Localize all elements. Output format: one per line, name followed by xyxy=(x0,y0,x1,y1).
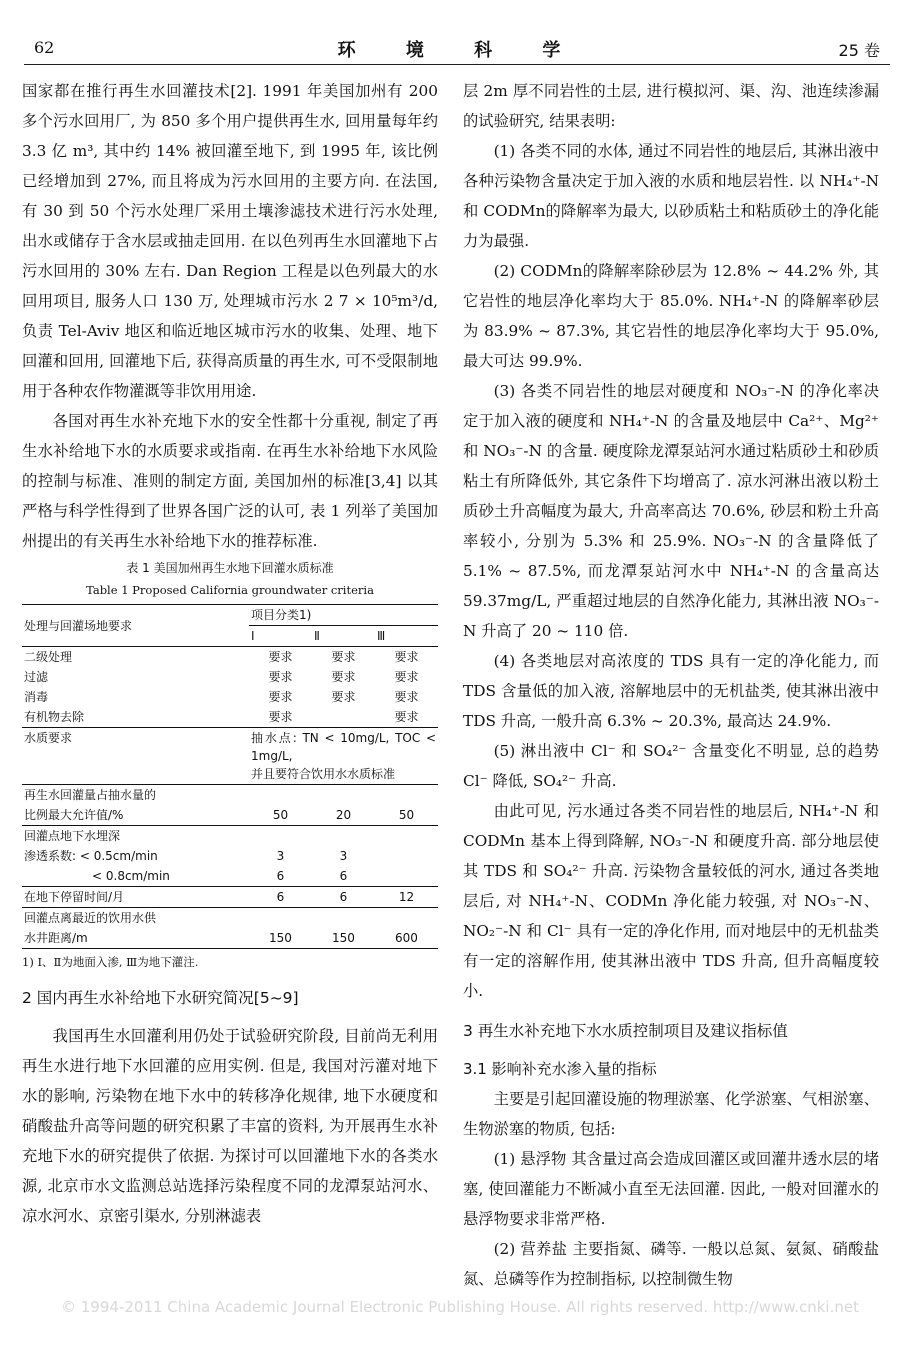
table-cell: 150 xyxy=(249,928,312,949)
volume-label: 25 卷 xyxy=(838,41,880,60)
table-row xyxy=(22,707,438,728)
table-row xyxy=(22,647,438,668)
column-group-header: 项目分类1) xyxy=(249,605,438,626)
section-heading: 3 再生水补充地下水水质控制项目及建议指标值 xyxy=(463,1022,788,1040)
copyright-watermark: © 1994-2011 China Academic Journal Electronic Publishing House. All rights reserved. http://www.cnki.net xyxy=(61,1298,859,1316)
table-header-row xyxy=(22,605,438,626)
table-row xyxy=(22,866,438,887)
result-item: (3) 各类不同岩性的地层对硬度和 NO₃⁻-N 的净化率决定于加入液的硬度和 NH₄⁺-N 的含量及地层中 Ca²⁺、Mg²⁺ 和 NO₃⁻-N 的含量. 硬度除龙潭泵站河水通过粘质砂土和砂质粘土有所降低外, 其它条件下均增高了. 凉水河淋出液以粉土质砂土升高幅度为最大, 升高率高达 70.6%, 砂层和粉土升高率较小, 分别为 5.3% 和 25.9%. NO₃⁻-N 的含量降低了 5.1% ~ 87.5%, 而龙潭泵站河水中 NH₄⁺-N 的含量高达 59.37mg/L, 严重超过地层的自然净化能力, 其淋出液 NO₃⁻-N 升高了 20 ~ 110 倍. xyxy=(463,382,879,640)
table-cell: 600 xyxy=(375,928,438,949)
table-cell: 要求 xyxy=(268,690,293,704)
row-label: 在地下停留时间/月 xyxy=(22,887,249,908)
page-number: 62 xyxy=(34,38,55,57)
section-heading: 2 国内再生水补给地下水研究简况[5~9] xyxy=(22,989,299,1007)
table-cell: 150 xyxy=(312,928,375,949)
table-footnote: 1) Ⅰ、Ⅱ为地面入渗, Ⅲ为地下灌注. xyxy=(22,955,199,969)
table-cell: 6 xyxy=(249,887,312,908)
table-caption-en: Table 1 Proposed California groundwater criteria xyxy=(86,583,374,597)
table-cell xyxy=(375,846,438,866)
table-row xyxy=(22,887,438,908)
table-cell: 3 xyxy=(276,849,285,863)
table-cell: 要求 xyxy=(268,710,293,724)
paragraph: 由此可见, 污水通过各类不同岩性的地层后, NH₄⁺-N 和 CODMn 基本上得到降解, NO₃⁻-N 和硬度升高. 部分地层使其 TDS 和 SO₄²⁻ 升高. 污染物含量较低的河水, 通过各类地层后, 对 NH₄⁺-N、CODMn 净化能力较强, 对 NO₃⁻-N、NO₂⁻-N 和 Cl⁻ 具有一定的净化作用, 而对地层中的无机盐类有一定的溶解作用, 使其淋出液中 TDS 升高, 但升高幅度较小. xyxy=(463,802,879,1000)
table-cell: 50 xyxy=(272,808,289,822)
list-item: (1) 悬浮物 其含量过高会造成回灌区或回灌井透水层的堵塞, 使回灌能力不断减小直至无法回灌. 因此, 一般对回灌水的悬浮物要求非常严格. xyxy=(463,1150,879,1228)
criteria-table xyxy=(22,604,438,949)
table-cell: 20 xyxy=(335,808,352,822)
table-cell: 要求 xyxy=(331,650,356,664)
table-row xyxy=(22,826,438,847)
table-cell: 6 xyxy=(276,869,285,883)
row-label: 再生水回灌量占抽水量的 xyxy=(22,785,249,806)
water-quality-text: 并且要符合饮用水水质标准 xyxy=(251,767,396,781)
result-item: (4) 各类地层对高浓度的 TDS 具有一定的净化能力, 而 TDS 含量低的加入液, 溶解地层中的无机盐类, 使其淋出液中 TDS 升高, 一般升高 6.3% ~ 20.3%, 最高达 24.9%. xyxy=(463,652,879,730)
table-cell: 要求 xyxy=(394,690,419,704)
result-item: (5) 淋出液中 Cl⁻ 和 SO₄²⁻ 含量变化不明显, 总的趋势 Cl⁻ 降低, SO₄²⁻ 升高. xyxy=(463,742,879,790)
result-item: (2) CODMn的降解率除砂层为 12.8% ~ 44.2% 外, 其它岩性的地层净化率均大于 85.0%. NH₄⁺-N 的降解率砂层为 83.9% ~ 87.3%, 其它岩性的地层净化率均大于 95.0%, 最大可达 99.9%. xyxy=(463,262,879,370)
class-header: Ⅲ xyxy=(375,626,438,647)
table-cell: 6 xyxy=(312,887,375,908)
paragraph: 各国对再生水补充地下水的安全性都十分重视, 制定了再生水补给地下水的水质要求或指南. 在再生水补给地下水风险的控制与标准、准则的制定方面, 美国加州的标准[3,4] 以其严格与科学性得到了世界各国广泛的认可, 表 1 列举了美国加州提出的有关再生水补给地下水的推荐标准. xyxy=(22,412,438,550)
table-cell xyxy=(375,866,438,887)
subsection-heading: 3.1 影响补充水渗入量的指标 xyxy=(463,1060,657,1078)
row-label: 回灌点离最近的饮用水供 xyxy=(22,908,249,929)
row-label: 回灌点地下水埋深 xyxy=(22,826,249,847)
right-column xyxy=(463,76,879,1294)
row-label: 消毒 xyxy=(24,690,49,704)
row-label: < 0.8cm/min xyxy=(92,869,170,883)
table-cell: 12 xyxy=(375,887,438,908)
water-quality-text: 抽水点: TN < 10mg/L, TOC < 1mg/L, xyxy=(251,731,436,763)
table-cell: 要求 xyxy=(268,650,293,664)
table-cell: 3 xyxy=(339,849,348,863)
list-item: (2) 营养盐 主要指氮、磷等. 一般以总氮、氨氮、硝酸盐氮、总磷等作为控制指标, 以控制微生物 xyxy=(463,1240,879,1288)
table-row xyxy=(22,687,438,707)
paragraph: 层 2m 厚不同岩性的土层, 进行模拟河、渠、沟、池连续渗漏的试验研究, 结果表明: xyxy=(463,82,879,130)
table-row xyxy=(22,908,438,929)
table-cell: 50 xyxy=(398,808,415,822)
table-cell: 要求 xyxy=(331,690,356,704)
class-header: Ⅰ xyxy=(249,626,312,647)
paragraph: 国家都在推行再生水回灌技术[2]. 1991 年美国加州有 200 多个污水回用厂, 为 850 多个用户提供再生水, 回用量每年约 3.3 亿 m³, 其中约 14% 被回灌至地下, 到 1995 年, 该比例已经增加到 27%, 而且将成为污水回用的主要方向. 在法国, 有 30 到 50 个污水处理厂采用土壤渗滤技术进行污水处理, 出水或储存于含水层或抽走回用. 在以色列再生水回灌地下占污水回用的 30% 左右. Dan Region 工程是以色列最大的水回用项目, 服务人口 130 万, 处理城市污水 2 7 × 10⁵m³/d, 负责 Tel-Aviv 地区和临近地区城市污水的收集、处理、地下回灌和回用, 回灌地下后, 获得高质量的再生水, 可不受限制地用于各种农作物灌溉等非饮用用途. xyxy=(22,82,438,400)
table-row xyxy=(22,785,438,806)
result-item: (1) 各类不同的水体, 通过不同岩性的地层后, 其淋出液中各种污染物含量决定于加入液的水质和地层岩性. 以 NH₄⁺-N 和 CODMn的降解率为最大, 以砂质粘土和粘质砂土的净化能力为最强. xyxy=(463,142,879,250)
table-row xyxy=(22,805,438,826)
row-label: 水质要求 xyxy=(22,728,249,785)
column-header-requirement: 处理与回灌场地要求 xyxy=(22,605,249,647)
row-label: 比例最大允许值/% xyxy=(24,808,124,822)
left-column xyxy=(22,76,438,1231)
table-cell: 要求 xyxy=(268,670,293,684)
table-cell: 要求 xyxy=(394,650,419,664)
table-cell: 要求 xyxy=(394,710,419,724)
table-row xyxy=(22,846,438,866)
page-header xyxy=(0,0,920,68)
table-cell: 要求 xyxy=(331,670,356,684)
table-row xyxy=(22,728,438,785)
table-cell: 6 xyxy=(339,869,348,883)
class-header: Ⅱ xyxy=(312,626,375,647)
table-row xyxy=(22,928,438,949)
journal-title: 环 境 科 学 xyxy=(337,40,583,61)
table-cell xyxy=(249,728,438,785)
row-label: 二级处理 xyxy=(24,650,73,664)
table-cell xyxy=(312,707,375,728)
row-label: 渗透系数: < 0.5cm/min xyxy=(24,849,158,863)
header-rule xyxy=(24,64,890,65)
row-label: 过滤 xyxy=(24,670,49,684)
row-label: 有机物去除 xyxy=(24,710,85,724)
row-label: 水井距离/m xyxy=(22,928,249,949)
table-row xyxy=(22,667,438,687)
paragraph: 主要是引起回灌设施的物理淤塞、化学淤塞、气相淤塞、生物淤塞的物质, 包括: xyxy=(463,1090,879,1138)
table-caption-cn: 表 1 美国加州再生水地下回灌水质标准 xyxy=(126,561,334,575)
table-cell: 要求 xyxy=(394,670,419,684)
paragraph: 我国再生水回灌利用仍处于试验研究阶段, 目前尚无利用再生水进行地下水回灌的应用实例. 但是, 我国对污灌对地下水的影响, 污染物在地下水中的转移净化规律, 地下水硬度和硝酸盐升高等问题的研究积累了丰富的资料, 为开展再生水补充地下水的研究提供了依据. 为探讨可以回灌地下水的各类水源, 北京市水文监测总站选择污染程度不同的龙潭泵站河水、凉水河水、京密引渠水, 分别淋滤表 xyxy=(22,1027,438,1225)
